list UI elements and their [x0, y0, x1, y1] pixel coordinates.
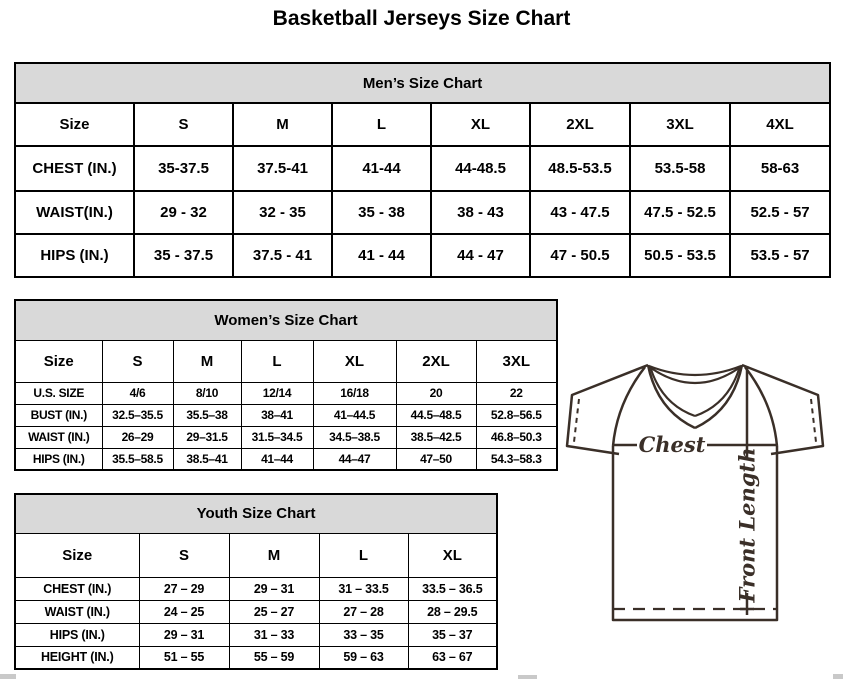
- data-cell: 59 – 63: [319, 646, 408, 669]
- data-cell: 12/14: [241, 382, 313, 404]
- column-header: L: [319, 533, 408, 577]
- data-cell: 25 – 27: [229, 600, 319, 623]
- data-cell: 52.8–56.5: [476, 404, 557, 426]
- row-label: HIPS (IN.): [15, 623, 139, 646]
- data-cell: 58-63: [730, 146, 830, 191]
- row-label: WAIST(IN.): [15, 191, 134, 234]
- data-cell: 47–50: [396, 448, 476, 470]
- data-cell: 8/10: [173, 382, 241, 404]
- column-header: S: [134, 103, 233, 146]
- data-cell: 44.5–48.5: [396, 404, 476, 426]
- data-cell: 44–47: [313, 448, 396, 470]
- column-header: S: [139, 533, 229, 577]
- data-cell: 41–44.5: [313, 404, 396, 426]
- data-cell: 29 – 31: [229, 577, 319, 600]
- data-cell: 63 – 67: [408, 646, 497, 669]
- column-header: 2XL: [530, 103, 630, 146]
- data-cell: 37.5-41: [233, 146, 332, 191]
- data-cell: 33 – 35: [319, 623, 408, 646]
- cropped-row-fragment: [833, 674, 843, 679]
- data-cell: 48.5-53.5: [530, 146, 630, 191]
- data-cell: 33.5 – 36.5: [408, 577, 497, 600]
- column-header: L: [241, 340, 313, 382]
- column-header: M: [173, 340, 241, 382]
- data-cell: 44 - 47: [431, 234, 530, 277]
- data-cell: 29 - 32: [134, 191, 233, 234]
- data-cell: 31 – 33: [229, 623, 319, 646]
- mens-size-chart-table: [14, 62, 831, 278]
- row-label: WAIST (IN.): [15, 600, 139, 623]
- data-cell: 4/6: [102, 382, 173, 404]
- data-cell: 35 - 37.5: [134, 234, 233, 277]
- column-header: S: [102, 340, 173, 382]
- row-label: U.S. SIZE: [15, 382, 102, 404]
- collar-back-arc-shallow: [649, 366, 741, 375]
- row-label: CHEST (IN.): [15, 146, 134, 191]
- column-header: Size: [15, 533, 139, 577]
- row-label: WAIST (IN.): [15, 426, 102, 448]
- row-label: HIPS (IN.): [15, 234, 134, 277]
- column-header: 2XL: [396, 340, 476, 382]
- data-cell: 20: [396, 382, 476, 404]
- data-cell: 41–44: [241, 448, 313, 470]
- row-label: CHEST (IN.): [15, 577, 139, 600]
- data-cell: 27 – 28: [319, 600, 408, 623]
- row-label: BUST (IN.): [15, 404, 102, 426]
- column-header: 3XL: [476, 340, 557, 382]
- data-cell: 27 – 29: [139, 577, 229, 600]
- data-cell: 46.8–50.3: [476, 426, 557, 448]
- data-cell: 38.5–42.5: [396, 426, 476, 448]
- youth-size-chart-table: [14, 493, 498, 670]
- data-cell: 47 - 50.5: [530, 234, 630, 277]
- data-cell: 26–29: [102, 426, 173, 448]
- column-header: M: [233, 103, 332, 146]
- data-cell: 24 – 25: [139, 600, 229, 623]
- column-header: Size: [15, 340, 102, 382]
- data-cell: 38–41: [241, 404, 313, 426]
- page-title: Basketball Jerseys Size Chart: [272, 7, 571, 30]
- data-cell: 51 – 55: [139, 646, 229, 669]
- data-cell: 38.5–41: [173, 448, 241, 470]
- data-cell: 50.5 - 53.5: [630, 234, 730, 277]
- data-cell: 35.5–38: [173, 404, 241, 426]
- data-cell: 29 – 31: [139, 623, 229, 646]
- right-cuff-dashed-line: [811, 399, 816, 442]
- data-cell: 31.5–34.5: [241, 426, 313, 448]
- youth-chart-title: Youth Size Chart: [15, 494, 497, 533]
- front-length-label: Front Length: [734, 447, 760, 603]
- womens-size-chart-table: [14, 299, 558, 471]
- mens-chart-title: Men’s Size Chart: [15, 63, 830, 103]
- data-cell: 29–31.5: [173, 426, 241, 448]
- jersey-measurement-diagram: [557, 358, 843, 630]
- column-header: M: [229, 533, 319, 577]
- data-cell: 22: [476, 382, 557, 404]
- column-header: L: [332, 103, 431, 146]
- data-cell: 55 – 59: [229, 646, 319, 669]
- data-cell: 35 - 38: [332, 191, 431, 234]
- data-cell: 53.5 - 57: [730, 234, 830, 277]
- column-header: XL: [408, 533, 497, 577]
- left-cuff-dashed-line: [574, 399, 579, 442]
- data-cell: 34.5–38.5: [313, 426, 396, 448]
- cropped-row-fragment: [0, 674, 16, 679]
- data-cell: 32 - 35: [233, 191, 332, 234]
- data-cell: 43 - 47.5: [530, 191, 630, 234]
- data-cell: 16/18: [313, 382, 396, 404]
- column-header: XL: [431, 103, 530, 146]
- data-cell: 28 – 29.5: [408, 600, 497, 623]
- column-header: XL: [313, 340, 396, 382]
- data-cell: 54.3–58.3: [476, 448, 557, 470]
- column-header: Size: [15, 103, 134, 146]
- collar-inner-v: [650, 366, 740, 416]
- chest-label: Chest: [638, 432, 706, 457]
- womens-chart-title: Women’s Size Chart: [15, 300, 557, 340]
- data-cell: 35-37.5: [134, 146, 233, 191]
- right-sleeve-seam: [745, 367, 777, 446]
- data-cell: 41 - 44: [332, 234, 431, 277]
- data-cell: 32.5–35.5: [102, 404, 173, 426]
- cropped-row-fragment: [518, 675, 537, 679]
- data-cell: 31 – 33.5: [319, 577, 408, 600]
- data-cell: 53.5-58: [630, 146, 730, 191]
- row-label: HEIGHT (IN.): [15, 646, 139, 669]
- data-cell: 44-48.5: [431, 146, 530, 191]
- data-cell: 38 - 43: [431, 191, 530, 234]
- data-cell: 37.5 - 41: [233, 234, 332, 277]
- data-cell: 35.5–58.5: [102, 448, 173, 470]
- data-cell: 52.5 - 57: [730, 191, 830, 234]
- row-label: HIPS (IN.): [15, 448, 102, 470]
- column-header: 3XL: [630, 103, 730, 146]
- column-header: 4XL: [730, 103, 830, 146]
- data-cell: 35 – 37: [408, 623, 497, 646]
- data-cell: 41-44: [332, 146, 431, 191]
- data-cell: 47.5 - 52.5: [630, 191, 730, 234]
